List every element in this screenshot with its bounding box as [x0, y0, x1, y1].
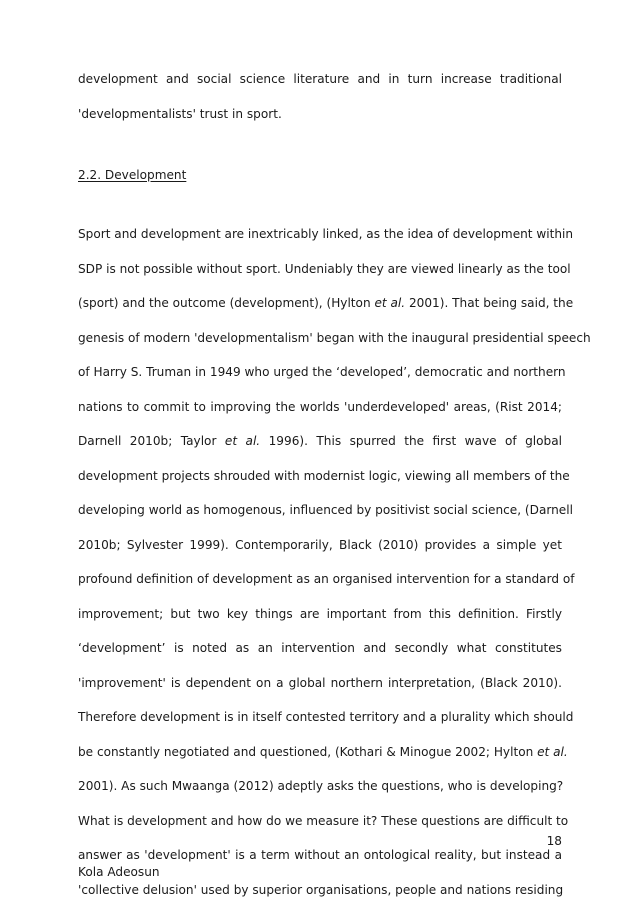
text-line: ‘development’ is noted as an intervention and secondly what constitutes	[78, 631, 562, 666]
text-line: What is development and how do we measure it? These questions are difficult to	[78, 804, 562, 839]
footer-author: Kola Adeosun	[78, 864, 160, 880]
text-line: developing world as homogenous, influenced by positivist social science, (Darnell	[78, 493, 562, 528]
text-line: Therefore development is in itself contested territory and a plurality which should	[78, 700, 562, 735]
text-line: genesis of modern 'developmentalism' began with the inaugural presidential speech	[78, 321, 562, 356]
page-number: 18	[547, 833, 562, 849]
text-line: 'improvement' is dependent on a global northern interpretation, (Black 2010).	[78, 666, 562, 701]
text-line: 2001). As such Mwaanga (2012) adeptly asks the questions, who is developing?	[78, 769, 562, 804]
text-line: profound definition of development as an organised intervention for a standard of	[78, 562, 562, 597]
text-line: nations to commit to improving the worlds 'underdeveloped' areas, (Rist 2014;	[78, 390, 562, 425]
text-line: development and social science literature and in turn increase traditional	[78, 62, 562, 97]
text-line: answer as 'development' is a term without an ontological reality, but instead a	[78, 838, 562, 873]
text-line: 'developmentalists' trust in sport.	[78, 97, 562, 132]
body-paragraph	[78, 217, 562, 907]
section-heading: 2.2. Development	[78, 158, 186, 193]
text-line: Sport and development are inextricably linked, as the idea of development within	[78, 217, 562, 252]
text-line: be constantly negotiated and questioned, (Kothari & Minogue 2002; Hylton et al.	[78, 735, 562, 770]
text-line: 'collective delusion' used by superior organisations, people and nations residing	[78, 873, 562, 907]
text-line: 2010b; Sylvester 1999). Contemporarily, Black (2010) provides a simple yet	[78, 528, 562, 563]
text-line: development projects shrouded with modernist logic, viewing all members of the	[78, 459, 562, 494]
text-line: SDP is not possible without sport. Undeniably they are viewed linearly as the tool	[78, 252, 562, 287]
intro-paragraph	[78, 62, 562, 131]
text-line: improvement; but two key things are important from this definition. Firstly	[78, 597, 562, 632]
text-line: (sport) and the outcome (development), (Hylton et al. 2001). That being said, the	[78, 286, 562, 321]
text-line: Darnell 2010b; Taylor et al. 1996). This spurred the first wave of global	[78, 424, 562, 459]
text-line: of Harry S. Truman in 1949 who urged the ‘developed’, democratic and northern	[78, 355, 562, 390]
